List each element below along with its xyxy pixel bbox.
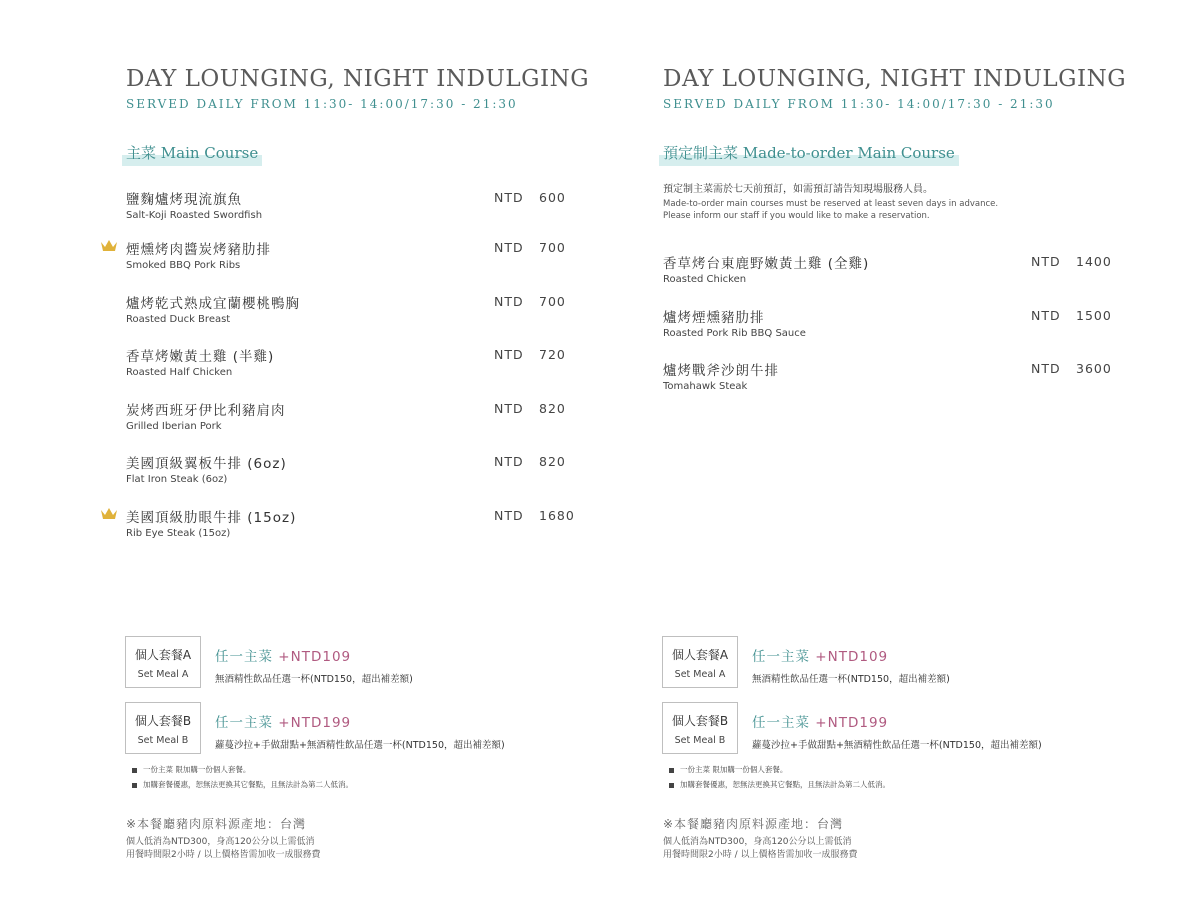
set-meal-description: 蘿蔓沙拉+手做甜點+無酒精性飲品任選一杯(NTD150，超出補差額) bbox=[752, 740, 1042, 751]
footer-notes bbox=[126, 836, 320, 862]
set-meal-label-box bbox=[662, 636, 738, 688]
crown-icon bbox=[100, 239, 118, 253]
item-name-en: Flat Iron Steak (6oz) bbox=[126, 474, 228, 485]
bullet-square-icon bbox=[132, 768, 137, 773]
set-meal-label-box bbox=[662, 702, 738, 754]
item-name-en: Roasted Duck Breast bbox=[126, 314, 231, 325]
set-meal-name-en: Set Meal A bbox=[137, 669, 189, 680]
set-meal-price: +NTD109 bbox=[815, 649, 889, 665]
item-name-en: Grilled Iberian Pork bbox=[126, 421, 222, 432]
menu-item bbox=[126, 292, 586, 332]
set-meal-description: 蘿蔓沙拉+手做甜點+無酒精性飲品任選一杯(NTD150，超出補差額) bbox=[215, 740, 505, 751]
menu-item bbox=[663, 252, 1123, 292]
menu-item bbox=[126, 345, 586, 385]
set-meal-name-zh: 個人套餐B bbox=[671, 714, 729, 728]
item-name-en: Roasted Half Chicken bbox=[126, 367, 233, 378]
item-price: 820 bbox=[539, 401, 566, 416]
set-meal-details bbox=[752, 711, 1042, 751]
menu-item bbox=[126, 506, 586, 546]
set-meal-a bbox=[125, 636, 645, 690]
set-meal-details bbox=[215, 645, 413, 685]
item-name-zh: 鹽麴爐烤現流旗魚 bbox=[126, 192, 242, 208]
item-name-en: Roasted Pork Rib BBQ Sauce bbox=[663, 328, 806, 339]
item-price: 600 bbox=[539, 190, 566, 205]
item-currency: NTD bbox=[494, 454, 524, 469]
item-name-zh: 香草烤嫩黃土雞 (半雞) bbox=[126, 349, 275, 365]
menu-page-main-course bbox=[100, 0, 660, 898]
set-meal-a bbox=[662, 636, 1182, 690]
item-name-zh: 爐烤戰斧沙朗牛排 bbox=[663, 363, 779, 379]
footer-line: 個人低消為NTD300，身高120公分以上需低消 bbox=[663, 837, 852, 847]
item-currency: NTD bbox=[494, 347, 524, 362]
bullet-square-icon bbox=[669, 783, 674, 788]
set-meal-details bbox=[215, 711, 505, 751]
set-meal-b bbox=[662, 702, 1182, 756]
item-price: 700 bbox=[539, 240, 566, 255]
set-meal-label-box bbox=[125, 702, 201, 754]
item-name-en: Smoked BBQ Pork Ribs bbox=[126, 260, 241, 271]
item-name-zh: 美國頂級翼板牛排 (6oz) bbox=[126, 456, 287, 472]
item-name-zh: 爐烤乾式熟成宜蘭櫻桃鴨胸 bbox=[126, 296, 300, 312]
page-title: DAY LOUNGING, NIGHT INDULGING bbox=[126, 66, 590, 92]
set-meal-b bbox=[125, 702, 645, 756]
bullet-square-icon bbox=[669, 768, 674, 773]
set-meal-description: 無酒精性飲品任選一杯(NTD150，超出補差額) bbox=[752, 674, 950, 685]
item-name-en: Tomahawk Steak bbox=[663, 381, 748, 392]
reservation-note-en: Made-to-order main courses must be reserved at least seven days in advance. Please inform our staff if you would like to make a reservation. bbox=[663, 199, 999, 221]
item-price: 1680 bbox=[539, 508, 575, 523]
note-bullet: 加購套餐優惠，恕無法更換其它餐點，且無法計為第二人低消。 bbox=[669, 777, 890, 792]
item-name-zh: 煙燻烤肉醬炭烤豬肋排 bbox=[126, 242, 271, 258]
set-meal-main: 任一主菜 bbox=[215, 649, 273, 665]
menu-page-made-to-order bbox=[637, 0, 1197, 898]
item-name-zh: 炭烤西班牙伊比利豬肩肉 bbox=[126, 403, 286, 419]
set-meal-main: 任一主菜 bbox=[752, 649, 810, 665]
note-bullet: 加購套餐優惠，恕無法更換其它餐點，且無法計為第二人低消。 bbox=[132, 777, 353, 792]
set-meal-name-en: Set Meal A bbox=[674, 669, 726, 680]
item-currency: NTD bbox=[494, 294, 524, 309]
set-meal-price: +NTD109 bbox=[278, 649, 352, 665]
menu-item bbox=[663, 306, 1123, 346]
item-currency: NTD bbox=[494, 190, 524, 205]
item-price: 700 bbox=[539, 294, 566, 309]
set-meal-name-en: Set Meal B bbox=[674, 735, 726, 746]
item-name-en: Roasted Chicken bbox=[663, 274, 747, 285]
set-meal-heading bbox=[752, 711, 1042, 731]
menu-item bbox=[126, 399, 586, 439]
item-name-zh: 香草烤台東鹿野嫩黃土雞 (全雞) bbox=[663, 256, 870, 272]
footer-line: 用餐時間限2小時 / 以上價格皆需加收一成服務費 bbox=[126, 850, 321, 860]
set-meal-heading bbox=[215, 711, 505, 731]
set-meal-main: 任一主菜 bbox=[752, 715, 810, 731]
pork-origin-note: ※本餐廳豬肉原料源產地：台灣 bbox=[663, 817, 844, 831]
page-subtitle: SERVED DAILY FROM 11:30- 14:00/17:30 - 21:30 bbox=[126, 97, 518, 111]
item-price: 720 bbox=[539, 347, 566, 362]
set-meal-name-en: Set Meal B bbox=[137, 735, 189, 746]
footer-notes bbox=[663, 836, 857, 862]
item-name-zh: 爐烤煙燻豬肋排 bbox=[663, 310, 765, 326]
set-meal-name-zh: 個人套餐B bbox=[134, 714, 192, 728]
set-meal-label-box bbox=[125, 636, 201, 688]
pork-origin-note: ※本餐廳豬肉原料源產地：台灣 bbox=[126, 817, 307, 831]
section-title: 主菜 Main Course bbox=[122, 141, 262, 166]
set-meal-notes bbox=[132, 762, 353, 792]
footer-line: 用餐時間限2小時 / 以上價格皆需加收一成服務費 bbox=[663, 850, 858, 860]
set-meal-name-zh: 個人套餐A bbox=[134, 648, 192, 662]
page-title: DAY LOUNGING, NIGHT INDULGING bbox=[663, 66, 1127, 92]
item-currency: NTD bbox=[1031, 254, 1061, 269]
item-currency: NTD bbox=[1031, 361, 1061, 376]
set-meal-notes bbox=[669, 762, 890, 792]
page-subtitle: SERVED DAILY FROM 11:30- 14:00/17:30 - 21:30 bbox=[663, 97, 1055, 111]
item-price: 3600 bbox=[1076, 361, 1112, 376]
menu-item bbox=[126, 188, 586, 228]
item-name-en: Salt-Koji Roasted Swordfish bbox=[126, 210, 263, 221]
set-meal-price: +NTD199 bbox=[815, 715, 889, 731]
item-currency: NTD bbox=[1031, 308, 1061, 323]
item-price: 820 bbox=[539, 454, 566, 469]
menu-item bbox=[663, 359, 1123, 399]
bullet-square-icon bbox=[132, 783, 137, 788]
set-meal-heading bbox=[752, 645, 950, 665]
reservation-note-zh: 預定制主菜需於七天前預訂，如需預訂請告知現場服務人員。 bbox=[663, 184, 933, 195]
item-currency: NTD bbox=[494, 240, 524, 255]
item-name-en: Rib Eye Steak (15oz) bbox=[126, 528, 231, 539]
set-meal-name-zh: 個人套餐A bbox=[671, 648, 729, 662]
item-name-zh: 美國頂級肋眼牛排 (15oz) bbox=[126, 510, 297, 526]
footer-line: 個人低消為NTD300，身高120公分以上需低消 bbox=[126, 837, 315, 847]
set-meal-details bbox=[752, 645, 950, 685]
menu-item bbox=[126, 452, 586, 492]
set-meal-heading bbox=[215, 645, 413, 665]
item-price: 1400 bbox=[1076, 254, 1112, 269]
note-bullet: 一份主菜 限加購一份個人套餐。 bbox=[132, 762, 353, 777]
item-currency: NTD bbox=[494, 508, 524, 523]
menu-item bbox=[126, 238, 586, 278]
note-bullet: 一份主菜 限加購一份個人套餐。 bbox=[669, 762, 890, 777]
section-title: 預定制主菜 Made-to-order Main Course bbox=[659, 141, 959, 166]
reservation-note bbox=[663, 180, 998, 222]
set-meal-main: 任一主菜 bbox=[215, 715, 273, 731]
item-currency: NTD bbox=[494, 401, 524, 416]
item-price: 1500 bbox=[1076, 308, 1112, 323]
set-meal-price: +NTD199 bbox=[278, 715, 352, 731]
set-meal-description: 無酒精性飲品任選一杯(NTD150，超出補差額) bbox=[215, 674, 413, 685]
crown-icon bbox=[100, 507, 118, 521]
